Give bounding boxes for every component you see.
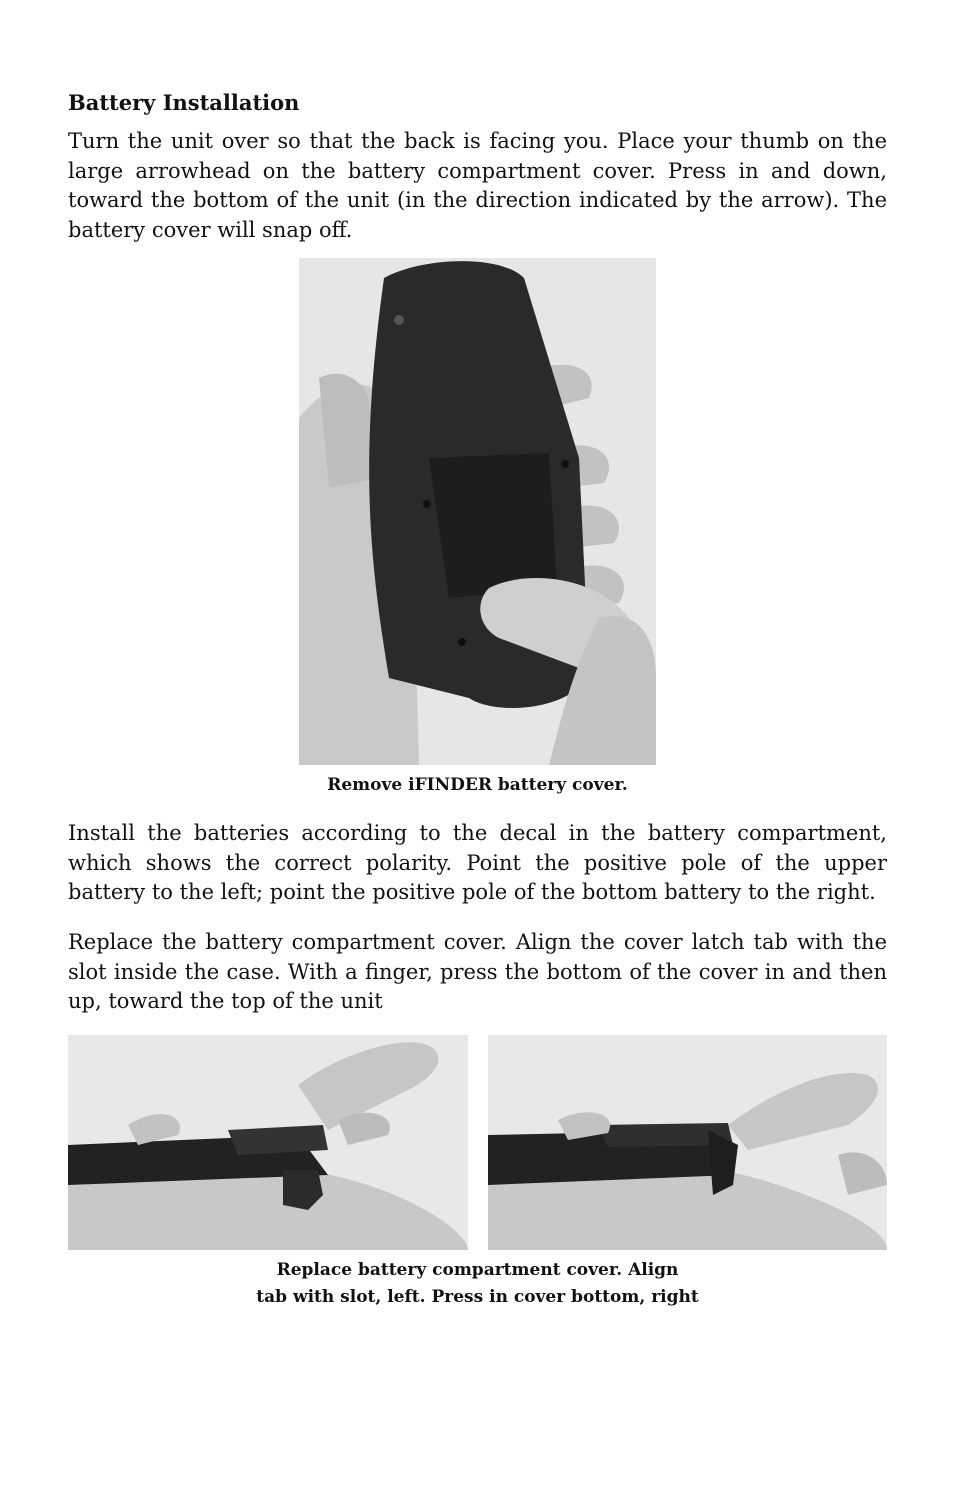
figure1-caption: Remove iFINDER battery cover. bbox=[327, 775, 628, 795]
photo-press-cover-bottom bbox=[488, 1035, 887, 1250]
paragraph-replace-cover: Replace the battery compartment cover. Align the cover latch tab with the slot inside the case. With a finger, press the bottom of the cover in and then up, toward the top of the unit bbox=[68, 930, 887, 1014]
photo-align-tab-with-slot bbox=[68, 1035, 468, 1250]
section-heading: Battery Installation bbox=[68, 90, 300, 115]
photo-remove-battery-cover bbox=[299, 258, 656, 765]
paragraph-remove-cover: Turn the unit over so that the back is facing you. Place your thumb on the large arrowhead on the battery compartment cover. Press in and down, toward the bottom of the unit (in the direction indicated by the arrow). The battery cover will snap off. bbox=[68, 129, 887, 242]
figure2-caption bbox=[68, 1257, 887, 1311]
paragraph-install-batteries: Install the batteries according to the decal in the battery compartment, which shows the correct polarity. Point the positive pole of the upper battery to the left; point the positive pole of the bottom battery to the right. bbox=[68, 821, 887, 905]
figure2-caption-line1: Replace battery compartment cover. Align bbox=[276, 1260, 679, 1280]
figure2-caption-line2: tab with slot, left. Press in cover bottom, right bbox=[256, 1287, 699, 1307]
